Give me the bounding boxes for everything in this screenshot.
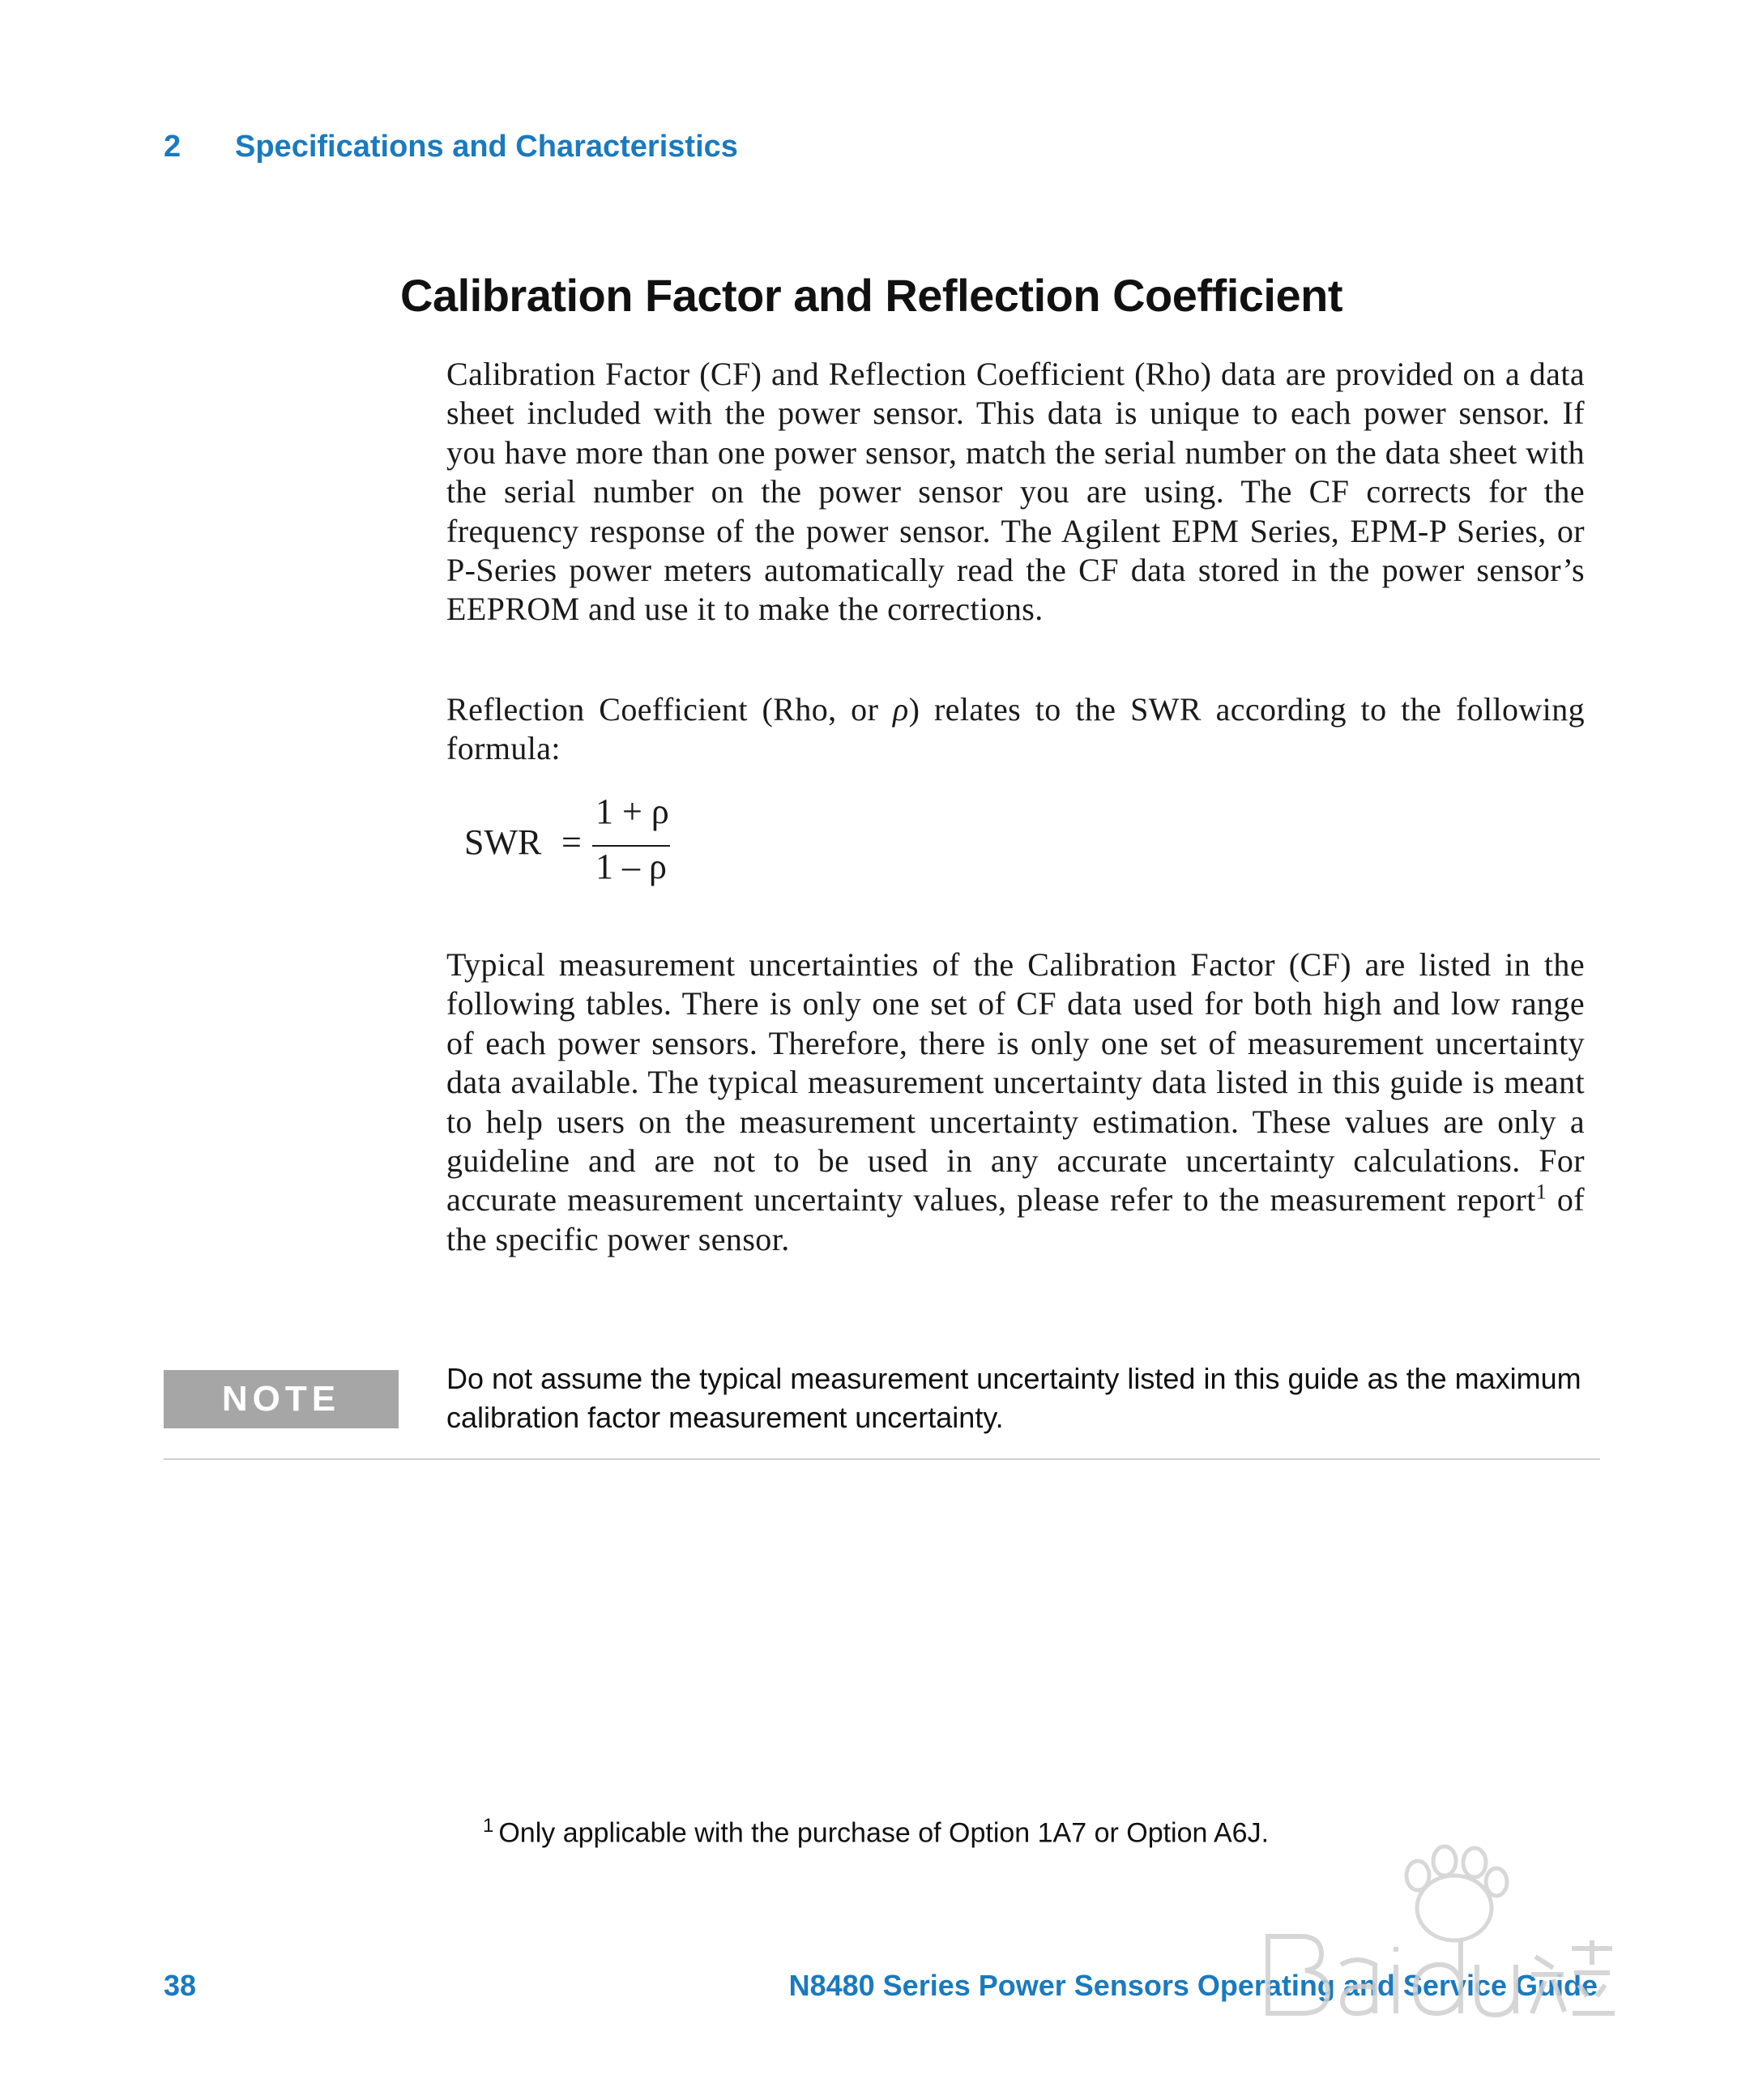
paragraph-measurement-uncertainty (446, 945, 1585, 1259)
footnote-text: Only applicable with the purchase of Option 1A7 or Option A6J. (498, 1817, 1270, 1849)
chapter-header (164, 130, 738, 164)
paragraph-reflection-coefficient (446, 690, 1585, 769)
paragraph-text: Reflection Coefficient (Rho, or (446, 691, 893, 728)
paragraph-calibration-factor: Calibration Factor (CF) and Reflection Coefficient (Rho) data are provided on a data sheet included with the power sensor. This data is unique to each power sensor. If you have more than one power sensor, match the serial number on the data sheet with the serial number on the power sensor you are using. The CF corrects for the frequency response of the power sensor. The Agilent EPM Series, EPM-P Series, or P-Series power meters automatically read the CF data stored in the power sensor’s EEPROM and use it to make the corrections. (446, 356, 1585, 628)
paragraph-text: ) relates to the SWR according to the following formula: (446, 691, 1585, 767)
chapter-number: 2 (164, 130, 181, 164)
formula-lhs: SWR (464, 822, 542, 862)
page-number: 38 (164, 1969, 197, 2002)
section-title: Calibration Factor and Reflection Coefficient (400, 270, 1342, 321)
formula-denominator: 1 – ρ (595, 847, 667, 886)
footnote-marker: 1 (483, 1815, 494, 1837)
paragraph-text: of the specific power sensor. (446, 1181, 1586, 1257)
paragraph-text: Typical measurement uncertainties of the Calibration Factor (CF) are listed in the following tables. There is only one set of CF data used for both high and low range of each power sensors. Therefore, there is only one set of measurement uncertainty data available. The typical measurement uncertainty data listed in this guide is meant to help users on the measurement uncertainty estimation. These values are only a guideline and are not to be used in any accurate uncertainty calculations. For accurate measurement uncertainty values, please refer to the measurement report (446, 946, 1585, 1219)
footnote-reference: 1 (1535, 1180, 1547, 1205)
footnote (483, 1815, 1269, 1849)
formula-equals: = (561, 822, 582, 862)
divider (164, 1458, 1600, 1460)
chapter-title: Specifications and Characteristics (235, 130, 738, 164)
swr-formula (464, 792, 723, 886)
note-badge: NOTE (164, 1370, 399, 1428)
formula-numerator: 1 + ρ (595, 792, 669, 831)
note-text: Do not assume the typical measurement uncertainty listed in this guide as the maximum calibration factor measurement uncertainty. (446, 1362, 1581, 1434)
guide-title: N8480 Series Power Sensors Operating and Service Guide (788, 1969, 1598, 2002)
rho-symbol: ρ (892, 691, 909, 728)
baidu-watermark-logo (1252, 1843, 1657, 2062)
